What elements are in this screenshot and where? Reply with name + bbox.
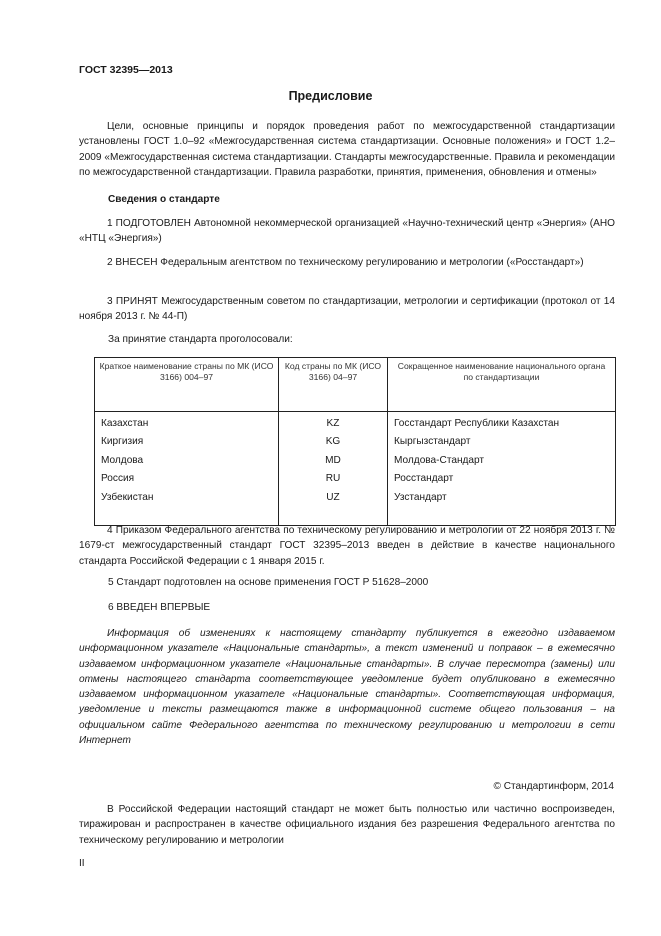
vote-intro: За принятие стандарта проголосовали: (108, 334, 293, 345)
table-cell-code: KZ (279, 414, 388, 433)
item-5-paragraph: 5 Стандарт подготовлен на основе применения ГОСТ Р 51628–2000 (108, 577, 429, 588)
item-1-paragraph: 1 ПОДГОТОВЛЕН Автономной некоммерческой организацией «Научно-технический центр «Энергия» (АНО «НТЦ «Энергия») (79, 218, 615, 245)
table-header-country: Краткое наименование страны по МК (ИСО 3166) 004–97 (95, 358, 279, 412)
table-cell-code: RU (279, 470, 388, 489)
item-3-paragraph: 3 ПРИНЯТ Межгосударственным советом по стандартизации, метрологии и сертификации (протокол от 14 ноября 2013 г. № 44-П) (79, 296, 615, 323)
page-title: Предисловие (288, 89, 373, 103)
table-cell-code: UZ (279, 488, 388, 507)
table-cell-country: Россия (95, 470, 279, 489)
table-row (95, 451, 616, 470)
table-cell-body: Молдова-Стандарт (388, 451, 616, 470)
legal-notice-paragraph: В Российской Федерации настоящий стандарт не может быть полностью или частично воспроизведен, тиражирован и распространен в качестве официального издания без разрешения Федерального агентства по техническому регулированию и метрологии (79, 804, 615, 846)
table-cell-country: Молдова (95, 451, 279, 470)
page-number: II (79, 858, 85, 869)
table-row (95, 488, 616, 507)
change-notice-paragraph: Информация об изменениях к настоящему стандарту публикуется в ежегодно издаваемом информационном указателе «Национальные стандарты», а текст изменений и поправок – в ежемесячно издаваемом информационном указателе «Национальные стандарты». В случае пересмотра (замены) или отмены настоящего стандарта соответствующее уведомление будет опубликовано в ежемесячно издаваемом информационном указателе «Национальные стандарты». Соответствующая информация, уведомление и тексты размещаются также в информационной системе общего пользования – на официальном сайте Федерального агентства по техническому регулированию и метрологии в сети Интернет (79, 628, 615, 747)
table-cell-code: KG (279, 433, 388, 452)
copyright-line: © Стандартинформ, 2014 (493, 781, 614, 792)
item-6-paragraph: 6 ВВЕДЕН ВПЕРВЫЕ (108, 602, 211, 613)
table-header-row (95, 358, 616, 412)
table-row (95, 433, 616, 452)
voting-table (94, 357, 616, 526)
table-row (95, 414, 616, 433)
table-cell-body: Росстандарт (388, 470, 616, 489)
table-cell-body: Госстандарт Республики Казахстан (388, 414, 616, 433)
table-cell-code: MD (279, 451, 388, 470)
section-heading: Сведения о стандарте (108, 194, 220, 205)
intro-paragraph: Цели, основные принципы и порядок проведения работ по межгосударственной стандартизации установлены ГОСТ 1.0–92 «Межгосударственная система стандартизации. Основные положения» и ГОСТ 1.2–2009 «Межгосударственная система стандартизации. Стандарты межгосударственные. Правила и рекомендации по межгосударственной стандартизации. Правила разработки, принятия, применения, обновления и отмены» (79, 121, 615, 178)
table-header-code: Код страны по МК (ИСО 3166) 04–97 (279, 358, 388, 412)
table-cell-country: Казахстан (95, 414, 279, 433)
item-4-paragraph: 4 Приказом Федерального агентства по техническому регулированию и метрологии от 22 ноября 2013 г. № 1679-ст межгосударственный стандарт ГОСТ 32395–2013 введен в действие в качестве национального стандарта Российской Федерации с 1 января 2015 г. (79, 525, 615, 567)
table-cell-body: Кыргызстандарт (388, 433, 616, 452)
table-header-body: Сокращенное наименование национального органа по стандартизации (388, 358, 616, 412)
table-cell-body: Узстандарт (388, 488, 616, 507)
item-2-paragraph: 2 ВНЕСЕН Федеральным агентством по техническому регулированию и метрологии («Росстандарт») (107, 257, 584, 268)
table-cell-country: Киргизия (95, 433, 279, 452)
table-row (95, 470, 616, 489)
table-cell-country: Узбекистан (95, 488, 279, 507)
document-code-header: ГОСТ 32395—2013 (79, 64, 173, 76)
